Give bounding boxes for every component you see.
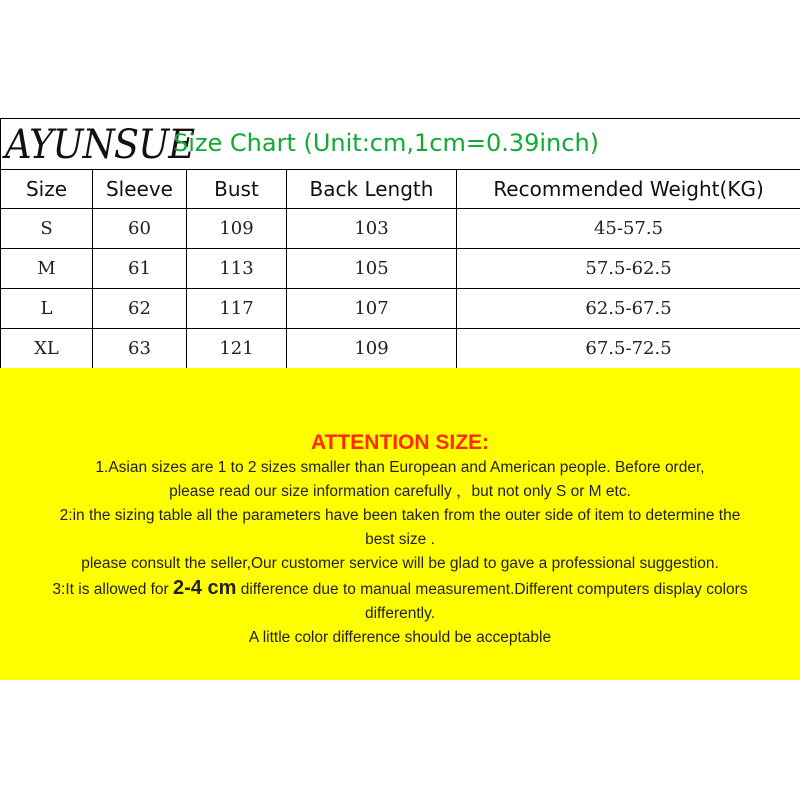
table-row xyxy=(1,209,800,249)
column-header-sleeve: Sleeve xyxy=(93,170,187,209)
cell-back-length: 103 xyxy=(287,209,457,249)
table-row xyxy=(1,329,800,369)
column-header-size: Size xyxy=(1,170,93,209)
notice-line-5: please consult the seller,Our customer service will be glad to gave a professional suggestion. xyxy=(81,555,719,572)
cell-sleeve: 60 xyxy=(93,209,187,249)
cell-sleeve: 61 xyxy=(93,249,187,289)
column-header-back-length: Back Length xyxy=(287,170,457,209)
notice-heading: ATTENTION SIZE: xyxy=(310,431,490,454)
title-row xyxy=(1,119,800,170)
title-cell xyxy=(1,119,800,170)
notice-line-7: differently. xyxy=(364,605,436,622)
cell-bust: 109 xyxy=(187,209,287,249)
cell-sleeve: 62 xyxy=(93,289,187,329)
notice-line-3: 2:in the sizing table all the parameters have been taken from the outer side of item to determine the xyxy=(59,507,741,524)
notice-line-6-highlight: 2-4 cm xyxy=(173,577,237,599)
chart-title: Size Chart (Unit:cm,1cm=0.39inch) xyxy=(173,129,600,157)
cell-bust: 113 xyxy=(187,249,287,289)
size-chart-table xyxy=(0,118,800,369)
cell-size: S xyxy=(1,209,93,249)
notice-line-8: A little color difference should be acceptable xyxy=(248,629,552,646)
brand-logo: AYUNSUE xyxy=(5,122,195,168)
notice-line-1: 1.Asian sizes are 1 to 2 sizes smaller than European and American people. Before order, xyxy=(95,459,705,476)
cell-size: L xyxy=(1,289,93,329)
cell-back-length: 107 xyxy=(287,289,457,329)
cell-weight: 45-57.5 xyxy=(457,209,800,249)
cell-size: XL xyxy=(1,329,93,369)
table-row xyxy=(1,249,800,289)
cell-bust: 117 xyxy=(187,289,287,329)
cell-sleeve: 63 xyxy=(93,329,187,369)
notice-line-6 xyxy=(0,576,800,602)
notice-line-4: best size . xyxy=(365,531,435,548)
cell-weight: 57.5-62.5 xyxy=(457,249,800,289)
header-row xyxy=(1,170,800,209)
column-header-recommended-weight: Recommended Weight(KG) xyxy=(457,170,800,209)
cell-bust: 121 xyxy=(187,329,287,369)
notice-line-2: please read our size information carefully ，but not only S or M etc. xyxy=(169,483,631,500)
cell-size: M xyxy=(1,249,93,289)
notice-line-6-prefix: 3:It is allowed for xyxy=(52,581,174,598)
table-row xyxy=(1,289,800,329)
column-header-bust: Bust xyxy=(187,170,287,209)
cell-back-length: 109 xyxy=(287,329,457,369)
cell-weight: 67.5-72.5 xyxy=(457,329,800,369)
cell-weight: 62.5-67.5 xyxy=(457,289,800,329)
notice-line-6-suffix: difference due to manual measurement.Different computers display colors xyxy=(236,581,748,598)
cell-back-length: 105 xyxy=(287,249,457,289)
attention-notice xyxy=(0,368,800,680)
